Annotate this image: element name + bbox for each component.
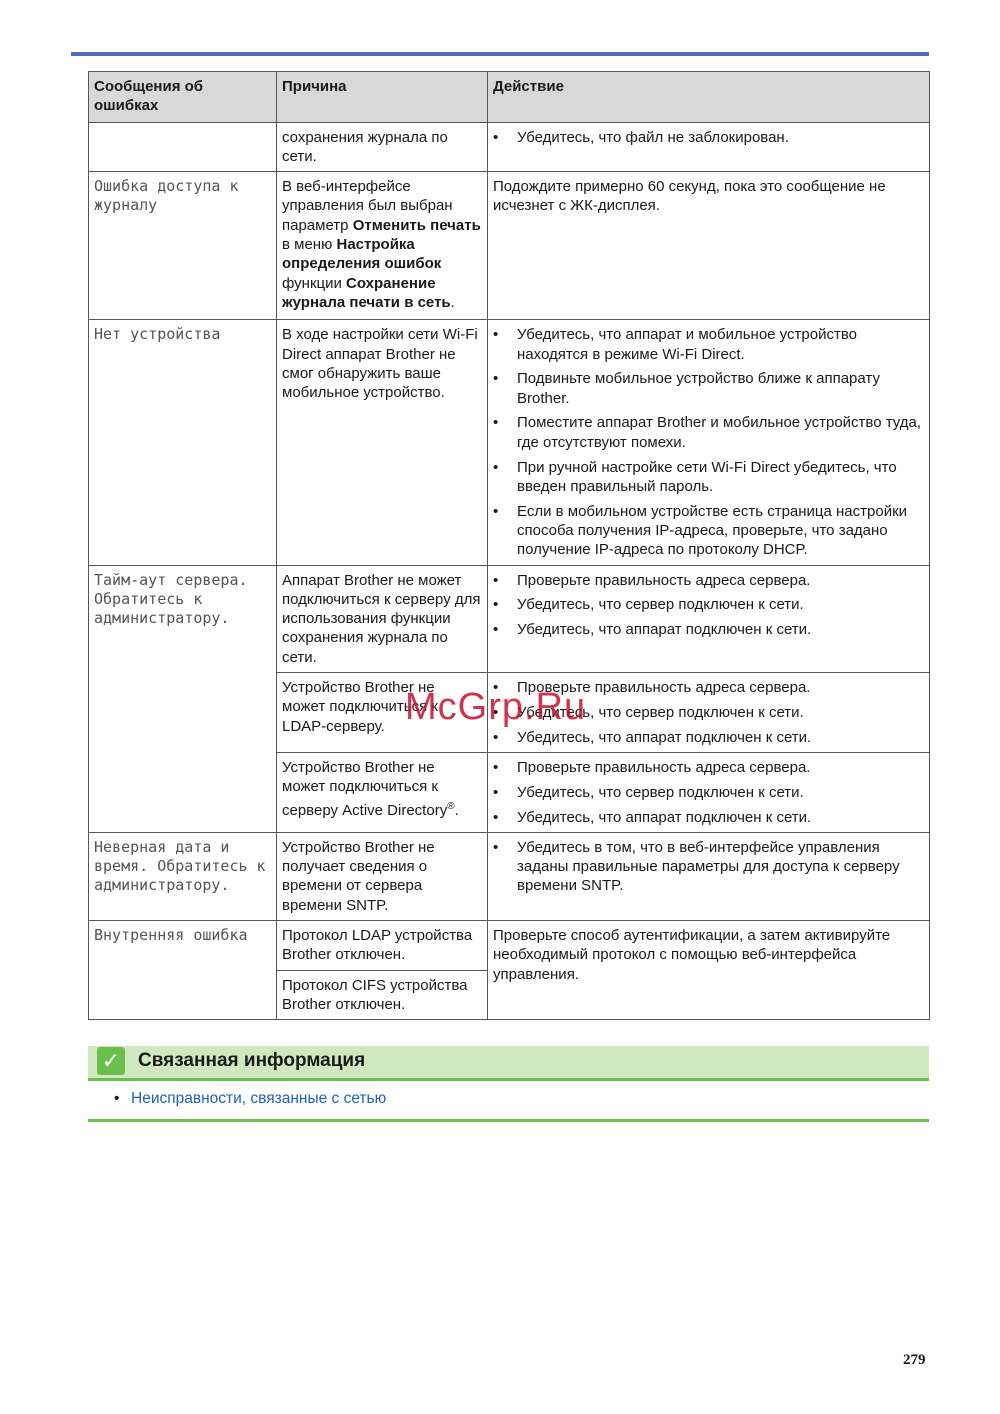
cause-cell: Устройство Brother не получает сведения о времени от сервера времени SNTP. xyxy=(277,832,488,920)
network-problems-link[interactable]: Неисправности, связанные с сетью xyxy=(131,1090,387,1107)
watermark: McGrp.Ru xyxy=(405,686,587,728)
table-row xyxy=(89,172,930,320)
related-info-title: Связанная информация xyxy=(138,1050,366,1071)
cause-cell: Устройство Brother не может подключиться к LDAP-серверу. xyxy=(277,673,488,753)
list-item: • Убедитесь в том, что в веб-интерфейсе управления заданы правильные параметры для доступа к серверу времени SNTP. xyxy=(493,838,923,896)
registered-mark: ® xyxy=(447,800,455,812)
error-table xyxy=(88,71,930,1020)
bold-term: Отменить печать xyxy=(352,216,481,234)
action-cell xyxy=(488,565,930,672)
cause-cell: Протокол LDAP устройства Brother отключен. xyxy=(277,920,488,970)
table-header-row xyxy=(89,72,930,123)
message-cell xyxy=(89,122,277,172)
header-messages: Сообщения об ошибках xyxy=(89,72,277,123)
action-cell xyxy=(488,122,930,172)
cause-cell: В веб-интерфейсе управления был выбран параметр Отменить печать в меню Настройка определения ошибок функции Сохранение журнала печати в сеть. xyxy=(277,172,488,320)
cause-cell: Протокол CIFS устройства Brother отключен. xyxy=(277,970,488,1020)
cause-cell: сохранения журнала по сети. xyxy=(277,122,488,172)
header-action: Действие xyxy=(488,72,930,123)
action-cell xyxy=(488,752,930,832)
checkmark-icon: ✓ xyxy=(97,1047,125,1075)
bullet: • xyxy=(114,1090,120,1107)
action-cell xyxy=(488,832,930,920)
message-cell: Неверная дата и время. Обратитесь к администратору. xyxy=(89,832,277,920)
related-info-banner xyxy=(88,1046,929,1081)
list-item: • Убедитесь, что файл не заблокирован. xyxy=(493,128,923,147)
cause-cell: В ходе настройки сети Wi-Fi Direct аппарат Brother не смог обнаружить ваше мобильное устройство. xyxy=(277,320,488,565)
cause-cell: Устройство Brother не может подключиться к серверу Active Directory®. xyxy=(277,752,488,832)
list-item: • Убедитесь, что аппарат и мобильное устройство находятся в режиме Wi-Fi Direct. xyxy=(493,325,923,364)
list-item: • Проверьте правильность адреса сервера. xyxy=(493,758,923,777)
list-item: • Убедитесь, что сервер подключен к сети. xyxy=(493,595,923,614)
cause-cell: Аппарат Brother не может подключиться к серверу для использования функции сохранения журнала по сети. xyxy=(277,565,488,672)
list-item: • При ручной настройке сети Wi-Fi Direct убедитесь, что введен правильный пароль. xyxy=(493,458,923,497)
table-row xyxy=(89,920,930,970)
table-row xyxy=(89,320,930,565)
list-item: • Поместите аппарат Brother и мобильное устройство туда, где отсутствуют помехи. xyxy=(493,413,923,452)
list-item: • Проверьте правильность адреса сервера. xyxy=(493,571,923,590)
list-item: • Подвиньте мобильное устройство ближе к аппарату Brother. xyxy=(493,369,923,408)
list-item: • Убедитесь, что сервер подключен к сети. xyxy=(493,783,923,802)
list-item: • Если в мобильном устройстве есть страница настройки способа получения IP-адреса, проверьте, что задано получение IP-адреса по протоколу DHCP. xyxy=(493,502,923,560)
message-cell: Нет устройства xyxy=(89,320,277,565)
page-number: 279 xyxy=(903,1352,926,1368)
message-cell: Тайм-аут сервера. Обратитесь к администратору. xyxy=(89,565,277,832)
message-cell: Внутренняя ошибка xyxy=(89,920,277,1019)
table-row xyxy=(89,565,930,672)
bold-term: Сохранение журнала печати в сеть xyxy=(282,274,451,311)
bold-term: Настройка определения ошибок xyxy=(282,236,442,273)
list-item: • Убедитесь, что аппарат подключен к сети. xyxy=(493,620,923,639)
list-item: • Проверьте правильность адреса сервера. xyxy=(493,678,923,697)
message-cell: Ошибка доступа к журналу xyxy=(89,172,277,320)
action-cell xyxy=(488,320,930,565)
list-item: • Убедитесь, что аппарат подключен к сети. xyxy=(493,808,923,827)
header-cause: Причина xyxy=(277,72,488,123)
top-rule xyxy=(71,52,929,56)
list-item: • Убедитесь, что аппарат подключен к сети. xyxy=(493,728,923,747)
table-row xyxy=(89,122,930,172)
action-cell: Подождите примерно 60 секунд, пока это сообщение не исчезнет с ЖК-дисплея. xyxy=(488,172,930,320)
bottom-rule xyxy=(88,1119,929,1122)
list-item: • Убедитесь, что сервер подключен к сети. xyxy=(493,703,923,722)
table-row xyxy=(89,832,930,920)
action-cell: Проверьте способ аутентификации, а затем активируйте необходимый протокол с помощью веб-интерфейса управления. xyxy=(488,920,930,1019)
